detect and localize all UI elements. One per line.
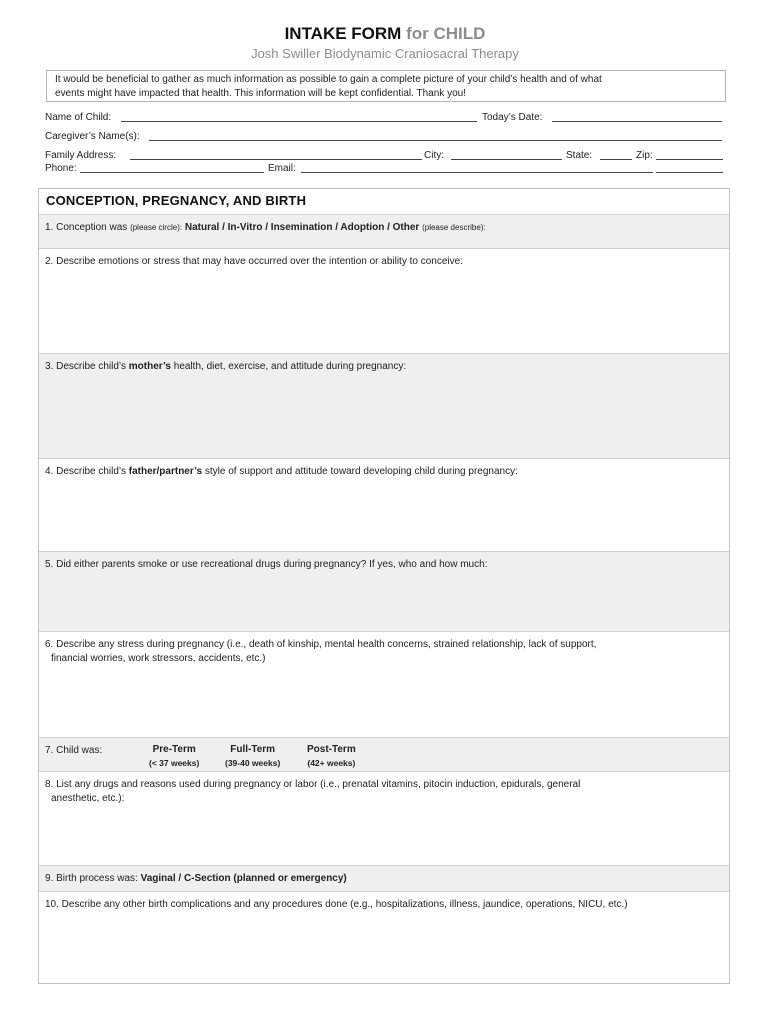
city-field[interactable] (451, 159, 562, 160)
pre-term-sub: (< 37 weeks) (149, 758, 200, 768)
notice-line-1: It would be beneficial to gather as much information as possible to gain a complete picture of your child’s health and of what (55, 74, 602, 85)
q1-options: Natural / In-Vitro / Insemination / Adoption / Other (184, 222, 420, 233)
q10-text: 10. Describe any other birth complications and any procedures done (e.g., hospitalizations, illness, jaundice, operations, NICU, etc.) (45, 899, 628, 910)
full-term-sub: (39-40 weeks) (225, 758, 281, 768)
q8-line-2: anesthetic, etc.): (51, 793, 125, 804)
post-term-label: Post-Term (307, 744, 356, 755)
question-9[interactable] (39, 865, 729, 891)
state-label: State: (566, 150, 593, 161)
conception-pregnancy-birth-section (38, 188, 730, 984)
post-term-sub: (42+ weeks) (307, 758, 356, 768)
question-2[interactable] (39, 248, 729, 353)
q5-text: 5. Did either parents smoke or use recreational drugs during pregnancy? If yes, who and how much: (45, 559, 488, 570)
form-title (0, 24, 770, 44)
q4-text-bold: father/partner’s (128, 466, 203, 477)
q2-text: 2. Describe emotions or stress that may have occurred over the intention or ability to conceive: (45, 256, 463, 267)
q9-options: Vaginal / C-Section (planned or emergency) (140, 873, 347, 884)
question-4[interactable] (39, 458, 729, 551)
option-full-term[interactable] (225, 743, 280, 769)
full-term-label: Full-Term (230, 744, 276, 755)
city-label: City: (424, 150, 444, 161)
question-5[interactable] (39, 551, 729, 631)
caregiver-label: Caregiver’s Name(s): (45, 131, 140, 142)
pre-term-label: Pre-Term (152, 744, 196, 755)
todays-date-label: Today’s Date: (482, 112, 543, 123)
question-6[interactable] (39, 631, 729, 737)
zip-field[interactable] (656, 159, 723, 160)
question-1[interactable] (39, 214, 729, 248)
phone-label: Phone: (45, 163, 77, 174)
q3-text-pre: 3. Describe child’s (45, 361, 129, 372)
caregiver-field[interactable] (149, 140, 722, 141)
question-3[interactable] (39, 353, 729, 458)
q1-note: (please circle): (130, 223, 183, 232)
family-address-label: Family Address: (45, 150, 117, 161)
option-post-term[interactable] (307, 743, 356, 769)
question-10[interactable] (39, 891, 729, 983)
email-label: Email: (268, 163, 296, 174)
form-subtitle: Josh Swiller Biodynamic Craniosacral Therapy (251, 46, 519, 61)
q6-line-2: financial worries, work stressors, accidents, etc.) (51, 653, 266, 664)
email-field-extension[interactable] (656, 172, 723, 173)
form-title-main: INTAKE FORM (284, 24, 402, 43)
q9-text: 9. Birth process was: (45, 873, 141, 884)
todays-date-field[interactable] (552, 121, 722, 122)
family-address-field[interactable] (130, 159, 422, 160)
q8-line-1: 8. List any drugs and reasons used during pregnancy or labor (i.e., prenatal vitamins, pitocin induction, epidurals, general (45, 779, 581, 790)
question-8[interactable] (39, 771, 729, 865)
q4-text-pre: 4. Describe child’s (45, 466, 129, 477)
child-name-label: Name of Child: (45, 112, 112, 123)
confidentiality-notice (46, 70, 726, 102)
form-title-suffix: for CHILD (406, 24, 486, 43)
q4-text-post: style of support and attitude toward developing child during pregnancy: (202, 466, 518, 477)
notice-line-2: events might have impacted that health. This information will be kept confidential. Thank you! (55, 88, 466, 99)
section-title: CONCEPTION, PREGNANCY, AND BIRTH (46, 193, 307, 208)
q3-text-bold: mother’s (128, 361, 171, 372)
q1-text: 1. Conception was (45, 222, 128, 233)
phone-field[interactable] (80, 172, 264, 173)
zip-label: Zip: (636, 150, 653, 161)
q6-line-1: 6. Describe any stress during pregnancy (i.e., death of kinship, mental health concerns, strained relationship, lack of support, (45, 639, 597, 650)
state-field[interactable] (600, 159, 632, 160)
email-field[interactable] (301, 172, 653, 173)
child-name-field[interactable] (121, 121, 477, 122)
question-7 (39, 737, 729, 771)
q3-text-post: health, diet, exercise, and attitude during pregnancy: (170, 361, 407, 372)
q1-note-2: (please describe): (422, 223, 486, 232)
q7-text: 7. Child was: (45, 745, 103, 756)
option-pre-term[interactable] (149, 743, 199, 769)
